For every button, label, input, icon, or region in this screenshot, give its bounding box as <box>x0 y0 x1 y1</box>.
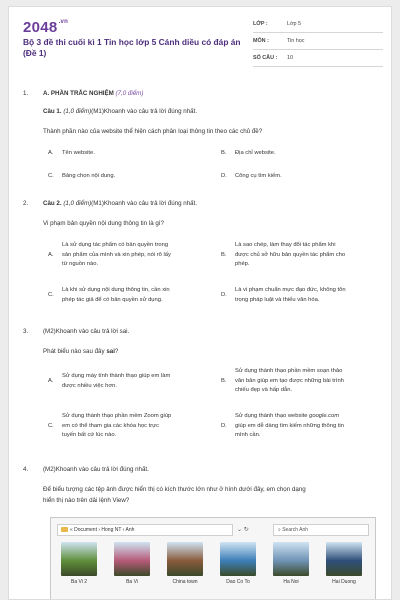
question-heading: (M2)Khoanh vào câu trả lời đúng nhất. <box>43 466 149 473</box>
info-row-count: SỐ CÂU : 10 <box>253 50 383 67</box>
question-number: 4. <box>23 466 29 473</box>
image-thumbnail[interactable] <box>218 542 258 585</box>
folder-icon <box>61 527 68 532</box>
image-caption: Ba Vi <box>126 579 138 585</box>
info-row-subject: MÔN : Tin học <box>253 33 383 50</box>
image-preview <box>326 542 362 576</box>
image-preview <box>167 542 203 576</box>
document-page: $2048^{.vn}$ Bộ 3 đề thi cuối kì 1 Tin học lớp 5 Cánh diều có đáp án (Đề 1) LỚP : Lớp 5 MÔN : Tin học SỐ CÂU : 10 1. A. PHẦN TRẮC NGHIỆM (7,0 điểm) Câu 1. (1,0 điểm)(M1)Khoanh vào câu trả lời đúng nhất. Thành phần nào của website thể hiện cách phân loại thông tin theo các chủ đề? A. Tên website. B. Địa chỉ website. C. Bảng chọn nội dung. D. Công cụ tìm kiếm. 2. Câu 2. (1,0 điểm)(M1)Khoanh vào câu trả lời đúng nhất. Vi phạm bản quyền nội dung thông tin là gì? A. Là sử dụng tác phẩm có bản quyền trong sản phẩm của mình và xin phép, nói rõ lấy từ nguồn nào. B. Là sao chép, làm thay đổi tác phẩm khi được chủ sở hữu bản quyền tác phẩm cho phép. C. Là khi sử dụng nội dung thông tin, cần xin phép tác giả để có bản quyền sử dụng. D. Là vi phạm chuẩn mực đạo đức, không tôn trọng pháp luật và thiếu văn hóa. 3. (M2)Khoanh vào câu trả lời sai. Phát biểu nào sau đây sai? A. Sử dụng máy tính thành thạo giúp em làm được nhiều việc hơn. B. Sử dụng thành thạo phần mềm soạn thảo văn bản giúp em tạo được những bài trình chiếu đẹp và hấp dẫn. C. Sử dụng thành thạo phần mềm Zoom giúp em có thể tham gia các khóa học trực tuyến bất cứ lúc nào. D. Sử dụng thành thạo website google.com giúp em dễ dàng tìm kiếm những thông tin mình cần. 4. (M2)Khoanh vào câu trả lời đúng nhất. Để biểu tượng các tệp ảnh được hiển thị có kích thước lớn như ở hình dưới đây, em chọn dạng hiển thị nào trên dải lệnh View? « Document › Hong NT › Anh ⌄ ↻ ⌕ Search Anh Ba Vi 2 Ba Vi China town Dao Co To Ha Noi Hai Duong <box>8 6 392 600</box>
document-title: Bộ 3 đề thi cuối kì 1 Tin học lớp 5 Cánh diều có đáp án (Đề 1) <box>23 37 241 58</box>
image-caption: Hai Duong <box>332 579 356 585</box>
question-heading: Câu 1. (1,0 điểm)(M1)Khoanh vào câu trả lời đúng nhất. <box>43 108 198 115</box>
question-heading: (M2)Khoanh vào câu trả lời sai. <box>43 328 130 335</box>
exam-info <box>253 16 383 67</box>
image-caption: China town <box>172 579 198 585</box>
search-box[interactable]: ⌕ Search Anh <box>273 524 369 536</box>
refresh-button[interactable]: ⌄ ↻ <box>237 527 249 533</box>
image-preview <box>220 542 256 576</box>
question-stem: Để biểu tượng các tệp ảnh được hiển thị có kích thước lớn như ở hình dưới đây, em chọn dạng hiển thị nào trên dải lệnh View? <box>43 486 306 504</box>
image-thumbnail[interactable] <box>165 542 205 585</box>
address-bar[interactable]: « Document › Hong NT › Anh <box>57 524 233 536</box>
image-thumbnail[interactable] <box>59 542 99 585</box>
question-stem: Vi phạm bản quyền nội dung thông tin là gì? <box>43 220 164 227</box>
image-caption: Dao Co To <box>226 579 250 585</box>
question-heading: Câu 2. (1,0 điểm)(M1)Khoanh vào câu trả lời đúng nhất. <box>43 200 198 207</box>
image-thumbnail[interactable] <box>271 542 311 585</box>
question-stem: Thành phần nào của website thể hiện cách phân loại thông tin theo các chủ đề? <box>43 128 263 135</box>
image-preview <box>273 542 309 576</box>
info-row-class: LỚP : Lớp 5 <box>253 16 383 33</box>
image-caption: Ba Vi 2 <box>70 579 88 585</box>
site-logo[interactable]: $2048^{.vn}$ <box>23 19 69 36</box>
question-stem: Phát biểu nào sau đây sai? <box>43 348 119 355</box>
question-number: 1. <box>23 90 29 97</box>
question-number: 3. <box>23 328 29 335</box>
question-number: 2. <box>23 200 29 207</box>
image-thumbnail[interactable] <box>112 542 152 585</box>
search-icon: ⌕ <box>278 527 283 533</box>
image-preview <box>114 542 150 576</box>
section-title: A. PHẦN TRẮC NGHIỆM (7,0 điểm) <box>43 90 144 97</box>
image-preview <box>61 542 97 576</box>
file-explorer-figure <box>50 517 376 600</box>
image-thumbnail[interactable] <box>324 542 364 585</box>
image-caption: Ha Noi <box>283 579 299 585</box>
document-header <box>9 7 391 69</box>
